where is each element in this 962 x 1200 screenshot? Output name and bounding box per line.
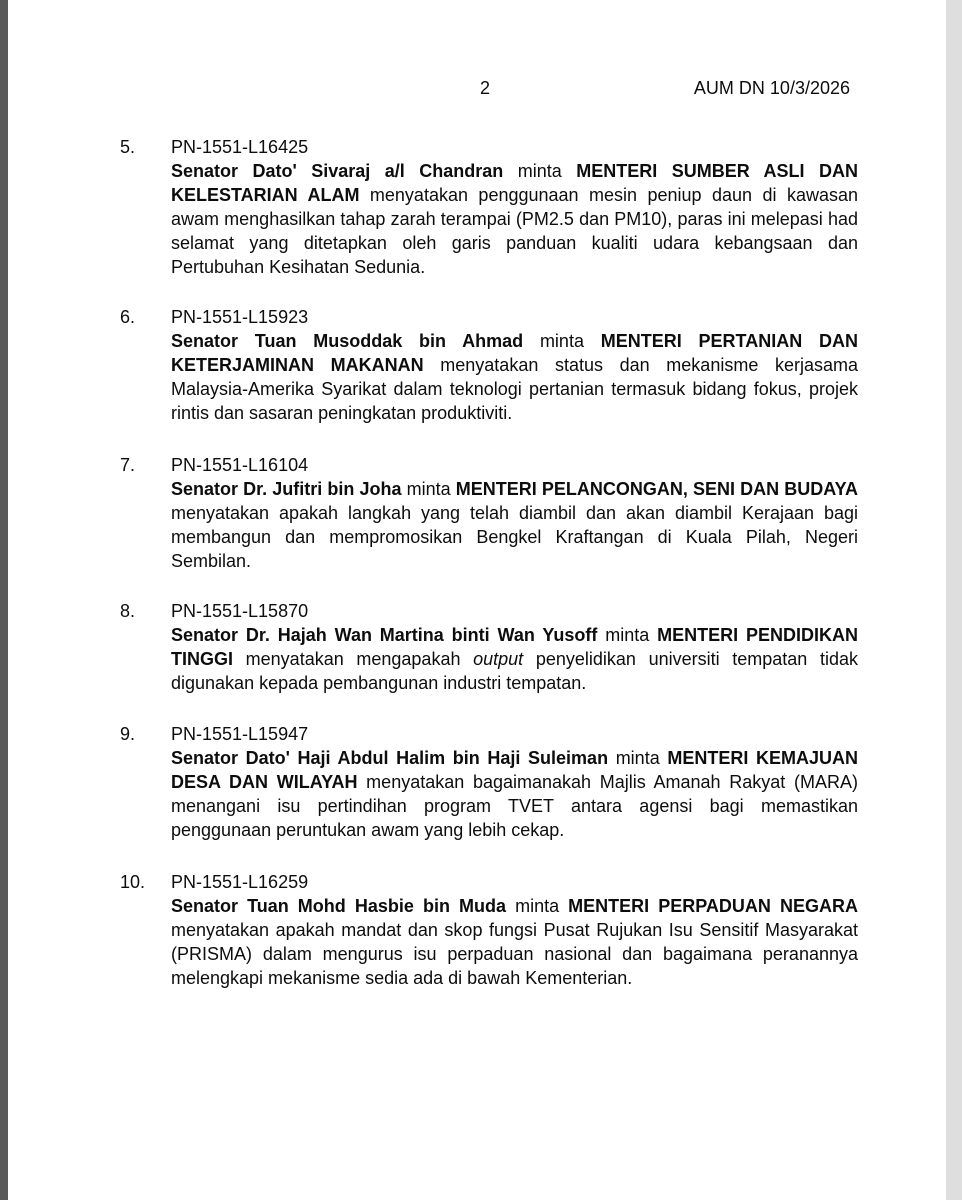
question-code: PN-1551-L15870 [171, 601, 309, 621]
senator-name: Senator Tuan Mohd Hasbie bin Muda [171, 896, 507, 916]
question-body-start: menyatakan mengapakah [233, 649, 474, 669]
question-text [171, 477, 858, 573]
connector-word: minta [401, 479, 456, 499]
scan-right-edge [946, 0, 962, 1200]
question-number: 6. [120, 307, 136, 327]
question-code: PN-1551-L16259 [171, 872, 309, 892]
question-code: PN-1551-L15947 [171, 724, 309, 744]
senator-name: Senator Dato' Sivaraj a/l Chandran [171, 161, 504, 181]
senator-name: Senator Dr. Hajah Wan Martina binti Wan Yusoff [171, 625, 598, 645]
question-code: PN-1551-L15923 [171, 307, 309, 327]
connector-word: minta [503, 161, 577, 181]
senator-name: Senator Tuan Musoddak bin Ahmad [171, 331, 524, 351]
ministry-name: MENTERI PENDIDIKAN TINGGI [171, 625, 858, 669]
question-body: menyatakan bagaimanakah Majlis Amanah Rakyat (MARA) menangani isu pertindihan program TVET antara agensi bagi memastikan penggunaan peruntukan awam yang lebih cekap. [171, 772, 858, 840]
page-number: 2 [480, 78, 491, 98]
question-code: PN-1551-L16104 [171, 455, 309, 475]
ministry-name: MENTERI PERPADUAN NEGARA [568, 896, 858, 916]
scan-left-edge [0, 0, 8, 1200]
question-number: 5. [120, 137, 136, 157]
connector-word: minta [608, 748, 668, 768]
senator-name: Senator Dr. Jufitri bin Joha [171, 479, 402, 499]
question-body: menyatakan status dan mekanisme kerjasama Malaysia-Amerika Syarikat dalam teknologi pertanian termasuk bidang fokus, projek rintis dan sasaran peningkatan produktiviti. [171, 355, 858, 423]
question-code: PN-1551-L16425 [171, 137, 309, 157]
question-number: 7. [120, 455, 136, 475]
question-text [171, 159, 858, 279]
question-text [171, 894, 858, 990]
document-reference: AUM DN 10/3/2026 [693, 78, 850, 98]
italic-term: output [473, 649, 524, 669]
question-number: 8. [120, 601, 136, 621]
question-body: menyatakan apakah langkah yang telah diambil dan akan diambil Kerajaan bagi membangun dan mempromosikan Bengkel Kraftangan di Kuala Pilah, Negeri Sembilan. [171, 503, 858, 571]
ministry-name: MENTERI PELANCONGAN, SENI DAN BUDAYA [455, 479, 858, 499]
connector-word: minta [506, 896, 569, 916]
ministry-name: MENTERI SUMBER ASLI DAN KELESTARIAN ALAM [171, 161, 858, 205]
question-body: penyelidikan universiti tempatan tidak digunakan kepada pembangunan industri tempatan. [171, 649, 858, 693]
connector-word: minta [597, 625, 658, 645]
senator-name: Senator Dato' Haji Abdul Halim bin Haji Suleiman [171, 748, 609, 768]
connector-word: minta [523, 331, 601, 351]
ministry-name: MENTERI KEMAJUAN DESA DAN WILAYAH [171, 748, 858, 792]
ministry-name: MENTERI PERTANIAN DAN KETERJAMINAN MAKANAN [171, 331, 858, 375]
question-text [171, 623, 858, 695]
question-number: 9. [120, 724, 136, 744]
question-body: menyatakan penggunaan mesin peniup daun di kawasan awam menghasilkan tahap zarah terampai (PM2.5 dan PM10), paras ini melepasi had selamat yang ditetapkan oleh garis panduan kualiti udara kebangsaan dan Pertubuhan Kesihatan Sedunia. [171, 185, 858, 277]
document-page [8, 0, 946, 1200]
question-text [171, 746, 858, 842]
question-text [171, 329, 858, 425]
question-body: menyatakan apakah mandat dan skop fungsi Pusat Rujukan Isu Sensitif Masyarakat (PRISMA) dalam mengurus isu perpaduan nasional dan bagaimana peranannya melengkapi mekanisme sedia ada di bawah Kementerian. [171, 920, 858, 988]
question-number: 10. [120, 872, 146, 892]
